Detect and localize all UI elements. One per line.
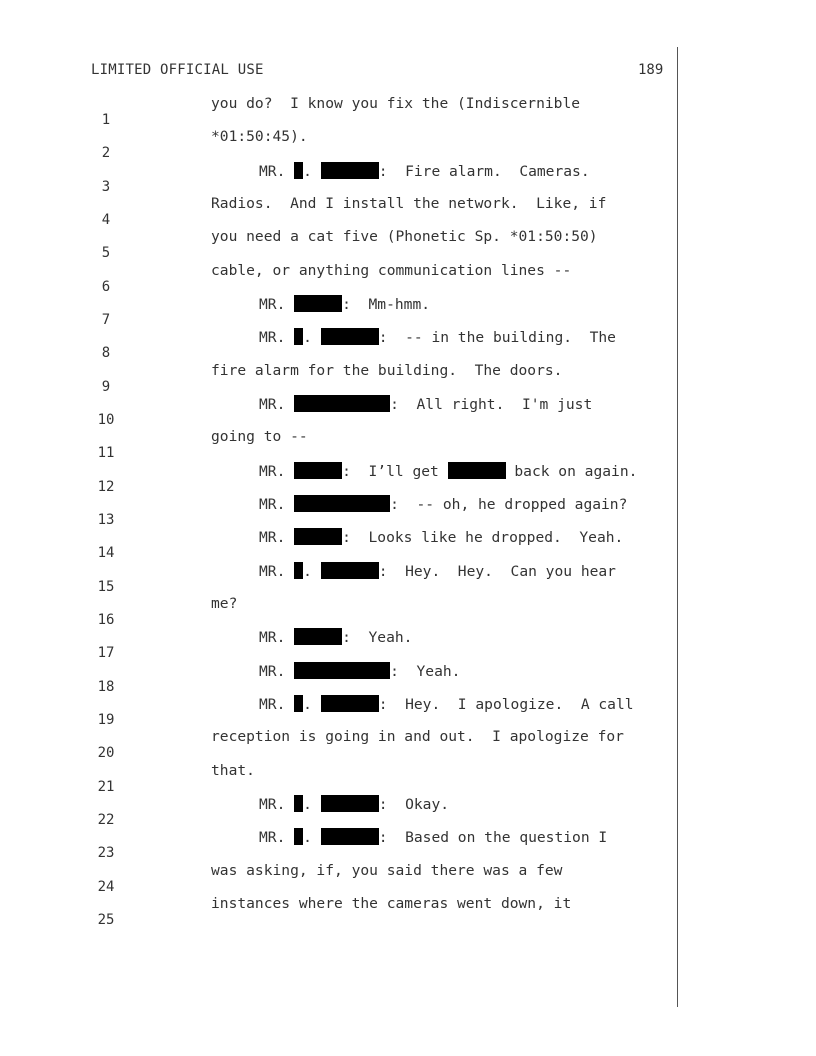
speaker-title: MR.: [259, 463, 295, 480]
redaction-block: [321, 162, 379, 179]
speaker-turn: [259, 662, 460, 680]
transcript-line: [0, 662, 676, 695]
transcript-line: [0, 728, 676, 761]
transcript-line: [0, 395, 676, 428]
transcript-line: [0, 328, 676, 361]
line-number: 8: [101, 345, 111, 361]
right-margin-rule: [677, 47, 678, 1007]
line-number: 14: [97, 545, 115, 561]
transcript-line: [0, 95, 676, 128]
transcript-line: [0, 828, 676, 861]
line-text: *01:50:45).: [211, 128, 308, 145]
transcript-line: [0, 228, 676, 261]
line-number: 5: [101, 245, 111, 261]
line-number: 22: [97, 812, 115, 828]
redaction-block: [294, 328, 303, 345]
redaction-block: [294, 828, 303, 845]
speaker-title: MR.: [259, 563, 295, 580]
line-number: 20: [97, 745, 115, 761]
transcript-line: [0, 128, 676, 161]
transcript-line: [0, 462, 676, 495]
redaction-block: [294, 662, 390, 679]
speaker-turn: [259, 462, 637, 480]
speaker-title: MR.: [259, 796, 295, 813]
redaction-block: [294, 162, 303, 179]
speaker-turn: MR. . : Based on the question I: [259, 829, 608, 846]
redaction-block: [321, 795, 379, 812]
transcript-line: [0, 295, 676, 328]
transcript-line: [0, 595, 676, 628]
line-text: : Yeah.: [390, 663, 461, 680]
line-number: 1: [101, 112, 111, 128]
line-text: cable, or anything communication lines --: [211, 262, 572, 279]
line-number: 16: [97, 612, 115, 628]
line-number: 6: [101, 279, 111, 295]
line-text: that.: [211, 762, 255, 779]
speaker-title: MR.: [259, 396, 295, 413]
speaker-title: MR.: [259, 663, 295, 680]
line-text: Radios. And I install the network. Like, if: [211, 195, 607, 212]
line-number: 24: [97, 879, 115, 895]
speaker-title: MR.: [259, 529, 295, 546]
speaker-title: MR.: [259, 496, 295, 513]
redaction-block: [321, 328, 379, 345]
speaker-turn: MR. . : Fire alarm. Cameras.: [259, 163, 590, 180]
line-text: you need a cat five (Phonetic Sp. *01:50:50): [211, 228, 598, 245]
line-text: : Based on the question I: [378, 829, 608, 846]
page-number: 189: [638, 62, 664, 78]
line-number: 12: [97, 479, 115, 495]
line-text: going to --: [211, 428, 308, 445]
line-number: 3: [101, 179, 111, 195]
line-text: you do? I know you fix the (Indiscernible: [211, 95, 581, 112]
speaker-title: MR.: [259, 696, 295, 713]
line-text: : Mm-hmm.: [342, 296, 431, 313]
transcript-line: [0, 695, 676, 728]
transcript-line: [0, 795, 676, 828]
line-text: instances where the cameras went down, it: [211, 895, 572, 912]
speaker-title: MR.: [259, 296, 295, 313]
line-text: : I’ll get: [342, 463, 448, 480]
redaction-block: [294, 695, 303, 712]
transcript-line: [0, 628, 676, 661]
line-text: : Okay.: [378, 796, 450, 813]
line-text: me?: [211, 595, 238, 612]
speaker-turn: MR. . : Okay.: [259, 796, 450, 813]
speaker-title: MR.: [259, 329, 295, 346]
line-number: 2: [101, 145, 111, 161]
line-text: back on again.: [505, 463, 638, 480]
line-number: 10: [97, 412, 115, 428]
line-text: : -- oh, he dropped again?: [390, 496, 628, 513]
line-text: : All right. I'm just: [390, 396, 593, 413]
line-text: : -- in the building. The: [378, 329, 616, 346]
redaction-block: [294, 395, 390, 412]
line-text: : Looks like he dropped. Yeah.: [342, 529, 624, 546]
transcript-line: [0, 762, 676, 795]
transcript-line: [0, 162, 676, 195]
line-number: 9: [101, 379, 111, 395]
classification-marking: LIMITED OFFICIAL USE: [91, 62, 264, 78]
line-text: : Yeah.: [342, 629, 413, 646]
transcript-line: [0, 895, 676, 928]
line-number: 13: [97, 512, 115, 528]
speaker-turn: [259, 528, 623, 546]
line-text: : Fire alarm. Cameras.: [378, 163, 590, 180]
speaker-turn: [259, 495, 627, 513]
speaker-turn: MR. . : Hey. I apologize. A call: [259, 696, 634, 713]
line-text: fire alarm for the building. The doors.: [211, 362, 563, 379]
speaker-turn: MR. . : Hey. Hey. Can you hear: [259, 563, 616, 580]
redaction-block: [321, 828, 379, 845]
redaction-block: [448, 462, 506, 479]
line-text: : Hey. I apologize. A call: [378, 696, 634, 713]
line-number: 7: [101, 312, 111, 328]
line-text: reception is going in and out. I apologize for: [211, 728, 624, 745]
line-text: : Hey. Hey. Can you hear: [378, 563, 616, 580]
transcript-line: [0, 195, 676, 228]
redaction-block: [294, 562, 303, 579]
transcript-line: [0, 262, 676, 295]
transcript-line: [0, 362, 676, 395]
line-number: 23: [97, 845, 115, 861]
transcript-line: [0, 528, 676, 561]
transcript-line: [0, 562, 676, 595]
line-number: 11: [97, 445, 115, 461]
line-number: 21: [97, 779, 115, 795]
transcript-line: [0, 428, 676, 461]
redaction-block: [294, 628, 342, 645]
speaker-title: MR.: [259, 163, 295, 180]
speaker-turn: [259, 395, 592, 413]
transcript-line: [0, 495, 676, 528]
line-number: 4: [101, 212, 111, 228]
line-number: 18: [97, 679, 115, 695]
redaction-block: [294, 528, 342, 545]
redaction-block: [294, 462, 342, 479]
speaker-title: MR.: [259, 629, 295, 646]
redaction-block: [321, 695, 379, 712]
redaction-block: [294, 795, 303, 812]
line-number: 19: [97, 712, 115, 728]
redaction-block: [294, 495, 390, 512]
redaction-block: [294, 295, 342, 312]
line-number: 15: [97, 579, 115, 595]
line-text: was asking, if, you said there was a few: [211, 862, 563, 879]
speaker-turn: MR. . : -- in the building. The: [259, 329, 616, 346]
line-number: 25: [97, 912, 115, 928]
speaker-turn: [259, 628, 412, 646]
speaker-title: MR.: [259, 829, 295, 846]
redaction-block: [321, 562, 379, 579]
line-number: 17: [97, 645, 115, 661]
speaker-turn: [259, 295, 430, 313]
transcript-line: [0, 862, 676, 895]
